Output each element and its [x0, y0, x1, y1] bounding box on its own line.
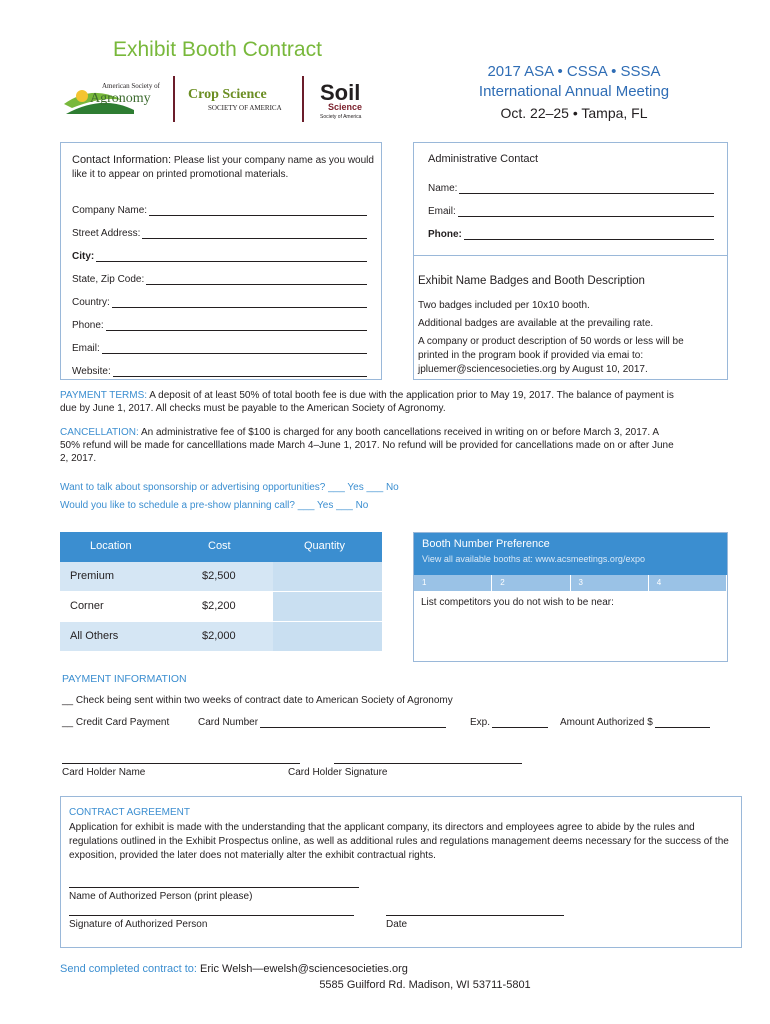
sssa-logo-sub-text: Science [328, 102, 363, 112]
sssa-logo-main-text: Soil [320, 80, 361, 105]
agreement-text: Application for exhibit is made with the understanding that the applicant company, its directors and employees agree to abide by the rules and regulations outlined in the Exhibit Prospectus online, as well as additional rules and regulations management deems necessary for the success of the exposition, provided the later does not materially alter the exhibit contractual rights. [69, 822, 729, 861]
payment-info-heading: PAYMENT INFORMATION [62, 673, 187, 685]
admin-phone-field[interactable]: Phone: [428, 217, 714, 240]
admin-email-field[interactable]: Email: [428, 194, 714, 217]
planning-call-question[interactable]: Would you like to schedule a pre-show planning call? ___ Yes ___ No [60, 500, 369, 511]
authorized-signature-line[interactable] [69, 915, 354, 916]
footer-address: 5585 Guilford Rd. Madison, WI 53711-5801 [319, 979, 531, 991]
agreement-heading: CONTRACT AGREEMENT [69, 807, 190, 818]
badges-line-1: Two badges included per 10x10 booth. [418, 300, 590, 311]
booth-heading: Booth Number Preference [422, 538, 550, 550]
premium-quantity-input[interactable] [273, 562, 382, 591]
state-zip-field[interactable]: State, Zip Code: [72, 262, 367, 285]
competitors-field[interactable]: List competitors you do not wish to be near: [421, 597, 614, 608]
logo-divider [173, 76, 175, 122]
booth-link[interactable]: View all available booths at: www.acsmeetings.org/expo [422, 554, 645, 564]
booth-number-inputs [414, 575, 727, 591]
footer-send-to [60, 963, 408, 975]
badges-line-3: A company or product description of 50 words or less will be printed in the program book if provided via emai to: jpluemer@sciencesocieties.org by August 10, 2017. [418, 336, 684, 375]
meeting-line-3: Oct. 22–25 • Tampa, FL [500, 105, 648, 121]
website-field[interactable]: Website: [72, 354, 367, 377]
badges-heading: Exhibit Name Badges and Booth Description [418, 275, 645, 287]
date-line[interactable] [386, 915, 564, 916]
authorized-name-line[interactable] [69, 887, 359, 888]
country-field[interactable]: Country: [72, 285, 367, 308]
payment-terms [60, 389, 675, 415]
cost-header: Cost [208, 540, 231, 552]
administrative-contact-box [413, 142, 728, 380]
booth-choice-2[interactable]: 2 [492, 575, 570, 591]
booth-preference-box [413, 532, 728, 662]
page-title: Exhibit Booth Contract [113, 38, 322, 61]
cssa-logo [188, 84, 296, 114]
contact-heading: Contact Information: [72, 154, 172, 166]
sponsorship-question[interactable]: Want to talk about sponsorship or advertising opportunities? ___ Yes ___ No [60, 482, 399, 493]
city-field[interactable]: City: [72, 239, 367, 262]
pricing-table-header [60, 532, 382, 562]
expiration-field[interactable]: Exp. [470, 717, 548, 728]
contact-information-box [60, 142, 382, 380]
table-row: All Others $2,000 [60, 622, 382, 652]
company-name-field[interactable]: Company Name: [72, 193, 367, 216]
asa-logo-top-text: American Society of [102, 82, 160, 90]
all-others-quantity-input[interactable] [273, 622, 382, 651]
authorized-name-label: Name of Authorized Person (print please) [69, 891, 253, 902]
credit-card-option[interactable]: __ Credit Card Payment [62, 717, 170, 728]
badges-line-2: Additional badges are available at the prevailing rate. [418, 318, 654, 329]
meeting-info [464, 62, 684, 121]
asa-logo [62, 74, 166, 122]
contact-instructions [72, 153, 374, 182]
card-holder-signature-label: Card Holder Signature [288, 767, 388, 778]
cancellation-terms [60, 426, 675, 465]
meeting-line-1: 2017 ASA • CSSA • SSSA [487, 63, 661, 80]
amount-authorized-field[interactable]: Amount Authorized $ [560, 717, 710, 728]
contact-instructions-text: Please list your company name as you would like it to appear on printed promotional materials. [72, 155, 374, 180]
cancellation-text: An administrative fee of $100 is charged for any booth cancellations received in writing on or before March 3, 2017. A 50% refund will be made for cancelllations made March 4–June 1, 2017. No refund will be provided for cancellations made on or after June 2, 2017. [60, 427, 674, 464]
street-address-field[interactable]: Street Address: [72, 216, 367, 239]
date-label: Date [386, 919, 408, 930]
payment-terms-text: A deposit of at least 50% of total booth fee is due with the application prior to May 19, 2017. The balance of payment is due by June 1, 2017. All checks must be payable to the American Society of Agronomy. [60, 390, 674, 414]
booth-choice-4[interactable]: 4 [649, 575, 727, 591]
check-option[interactable]: __ Check being sent within two weeks of contract date to American Society of Agronomy [62, 695, 453, 706]
cancellation-label: CANCELLATION: [60, 427, 139, 438]
card-holder-name-line[interactable] [62, 763, 300, 764]
footer-contact: Eric Welsh—ewelsh@sciencesocieties.org [196, 963, 408, 975]
card-holder-name-label: Card Holder Name [62, 767, 146, 778]
table-row: Premium $2,500 [60, 562, 382, 592]
booth-choice-1[interactable]: 1 [414, 575, 492, 591]
location-header: Location [90, 540, 132, 552]
card-number-field[interactable]: Card Number [198, 717, 446, 728]
logo-divider [302, 76, 304, 122]
meeting-line-2: International Annual Meeting [478, 83, 670, 100]
sssa-logo [318, 78, 378, 120]
card-holder-signature-line[interactable] [334, 763, 522, 764]
sssa-logo-sub2-text: Society of America [320, 114, 362, 120]
admin-name-field[interactable]: Name: [428, 171, 714, 194]
contract-agreement-box [60, 796, 742, 948]
quantity-header: Quantity [304, 540, 345, 552]
admin-heading: Administrative Contact [428, 153, 539, 165]
asa-logo-main-text: Agronomy [90, 91, 151, 106]
payment-terms-label: PAYMENT TERMS: [60, 390, 148, 401]
cssa-logo-sub-text: SOCIETY OF AMERICA [208, 104, 282, 112]
corner-quantity-input[interactable] [273, 592, 382, 621]
booth-choice-3[interactable]: 3 [571, 575, 649, 591]
email-field[interactable]: Email: [72, 331, 367, 354]
footer-send-label: Send completed contract to: [60, 963, 197, 975]
phone-field[interactable]: Phone: [72, 308, 367, 331]
cssa-logo-main-text: Crop Science [188, 87, 267, 102]
table-row: Corner $2,200 [60, 592, 382, 622]
authorized-signature-label: Signature of Authorized Person [69, 919, 208, 930]
